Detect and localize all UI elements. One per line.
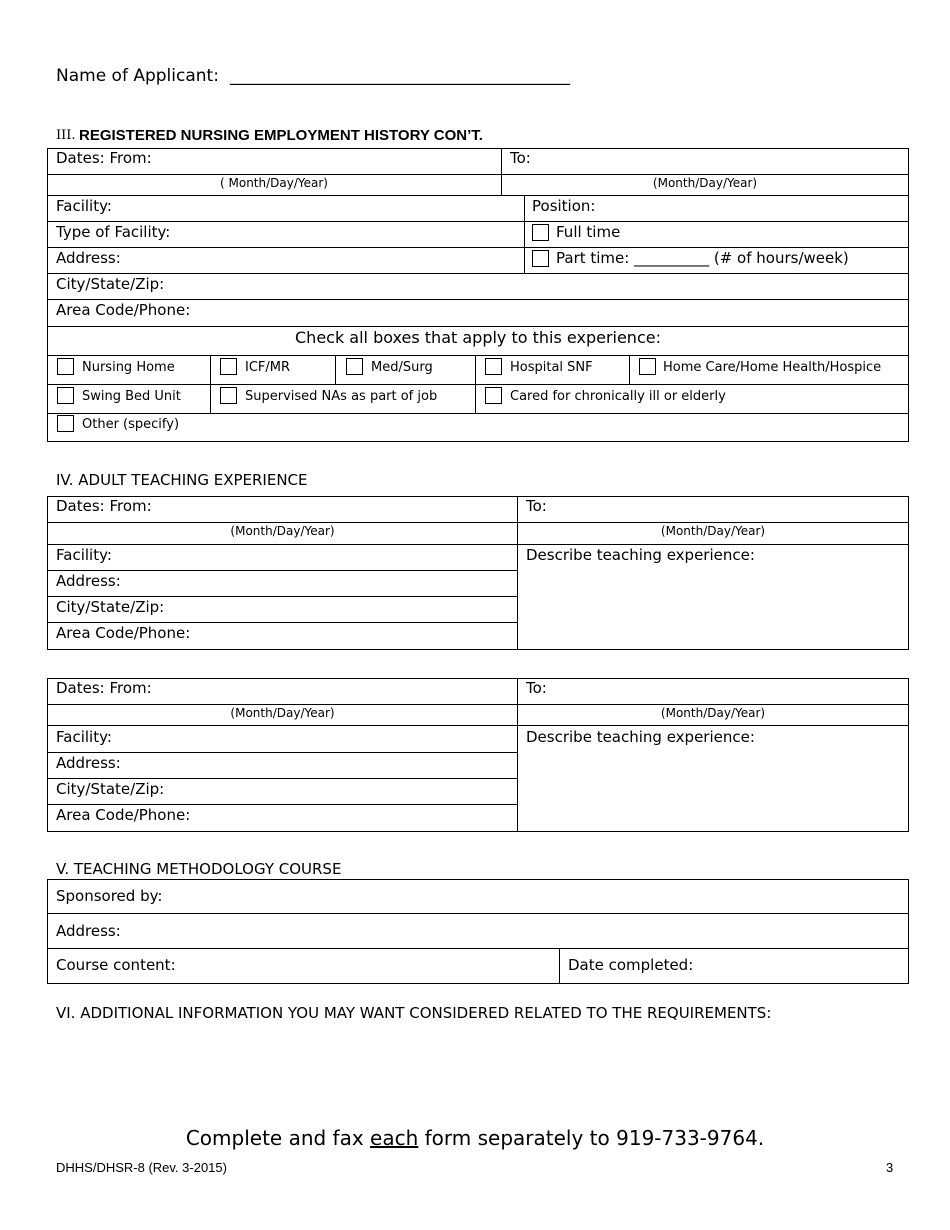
facility-label: Facility: <box>56 197 112 215</box>
full-time-label: Full time <box>556 223 621 241</box>
from-date-format: ( Month/Day/Year) <box>220 176 328 190</box>
date-completed-label: Date completed: <box>568 956 694 974</box>
position-label: Position: <box>532 197 596 215</box>
fax-instruction-start: Complete and fax <box>185 1126 371 1150</box>
hospital-snf-label: Hospital SNF <box>510 360 593 375</box>
page-number: 3 <box>886 1160 894 1175</box>
swing-bed-checkbox[interactable] <box>57 387 74 404</box>
teaching-2-from-format: (Month/Day/Year) <box>230 706 335 720</box>
home-care-label: Home Care/Home Health/Hospice <box>663 360 882 375</box>
teaching-1-city-label: City/State/Zip: <box>56 598 165 616</box>
part-time-label: Part time: __________ (# of hours/week) <box>556 249 849 267</box>
dates-from-label: Dates: From: <box>56 149 152 167</box>
teaching-2-phone-label: Area Code/Phone: <box>56 806 191 824</box>
supervised-nas-label: Supervised NAs as part of job <box>245 389 438 404</box>
other-checkbox[interactable] <box>57 415 74 432</box>
teaching-2-to-label: To: <box>526 679 547 697</box>
teaching-1-to-format: (Month/Day/Year) <box>660 524 766 538</box>
section-4-title: IV. ADULT TEACHING EXPERIENCE <box>56 471 308 489</box>
to-date-format: (Month/Day/Year) <box>652 176 758 190</box>
swing-bed-label: Swing Bed Unit <box>82 389 181 404</box>
home-care-checkbox[interactable] <box>639 358 656 375</box>
teaching-2-city-label: City/State/Zip: <box>56 780 165 798</box>
fax-instruction-end: form separately to 919-733-9764. <box>418 1126 765 1150</box>
nursing-home-checkbox[interactable] <box>57 358 74 375</box>
applicant-name-field[interactable]: ________________________________________ <box>230 66 570 86</box>
icf-mr-label: ICF/MR <box>245 360 291 375</box>
teaching-1-phone-label: Area Code/Phone: <box>56 624 191 642</box>
teaching-1-address-label: Address: <box>56 572 121 590</box>
teaching-2-to-format: (Month/Day/Year) <box>660 706 766 720</box>
phone-label: Area Code/Phone: <box>56 301 191 319</box>
dates-to-label: To: <box>510 149 531 167</box>
teaching-1-to-label: To: <box>526 497 547 515</box>
teaching-1-from-format: (Month/Day/Year) <box>230 524 335 538</box>
sponsored-by-label: Sponsored by: <box>56 887 163 905</box>
teaching-1-describe-label: Describe teaching experience: <box>526 546 755 564</box>
med-surg-label: Med/Surg <box>371 360 433 375</box>
supervised-nas-checkbox[interactable] <box>220 387 237 404</box>
course-address-label: Address: <box>56 922 121 940</box>
section-3-number: III. <box>56 128 76 143</box>
hospital-snf-checkbox[interactable] <box>485 358 502 375</box>
fax-instruction <box>0 1128 950 1148</box>
check-all-instruction: Check all boxes that apply to this experience: <box>295 328 661 347</box>
nursing-home-label: Nursing Home <box>82 360 175 375</box>
teaching-2-address-label: Address: <box>56 754 121 772</box>
med-surg-checkbox[interactable] <box>346 358 363 375</box>
chronically-ill-checkbox[interactable] <box>485 387 502 404</box>
teaching-2-facility-label: Facility: <box>56 728 112 746</box>
other-label: Other (specify) <box>82 417 180 432</box>
teaching-1-dates-from-label: Dates: From: <box>56 497 152 515</box>
teaching-2-dates-from-label: Dates: From: <box>56 679 152 697</box>
fax-instruction-emphasis: each <box>370 1126 419 1150</box>
teaching-1-facility-label: Facility: <box>56 546 112 564</box>
icf-mr-checkbox[interactable] <box>220 358 237 375</box>
chronically-ill-label: Cared for chronically ill or elderly <box>510 389 726 404</box>
city-state-zip-label: City/State/Zip: <box>56 275 165 293</box>
part-time-checkbox[interactable] <box>532 250 549 267</box>
address-label: Address: <box>56 249 121 267</box>
course-content-label: Course content: <box>56 956 176 974</box>
section-5-title: V. TEACHING METHODOLOGY COURSE <box>56 860 342 878</box>
section-3-title: REGISTERED NURSING EMPLOYMENT HISTORY CON’T. <box>79 127 483 144</box>
applicant-name-label: Name of Applicant: <box>56 66 219 86</box>
teaching-2-describe-label: Describe teaching experience: <box>526 728 755 746</box>
full-time-checkbox[interactable] <box>532 224 549 241</box>
type-of-facility-label: Type of Facility: <box>56 223 171 241</box>
section-6-title: VI. ADDITIONAL INFORMATION YOU MAY WANT CONSIDERED RELATED TO THE REQUIREMENTS: <box>56 1004 772 1022</box>
form-id: DHHS/DHSR-8 (Rev. 3-2015) <box>56 1160 227 1175</box>
